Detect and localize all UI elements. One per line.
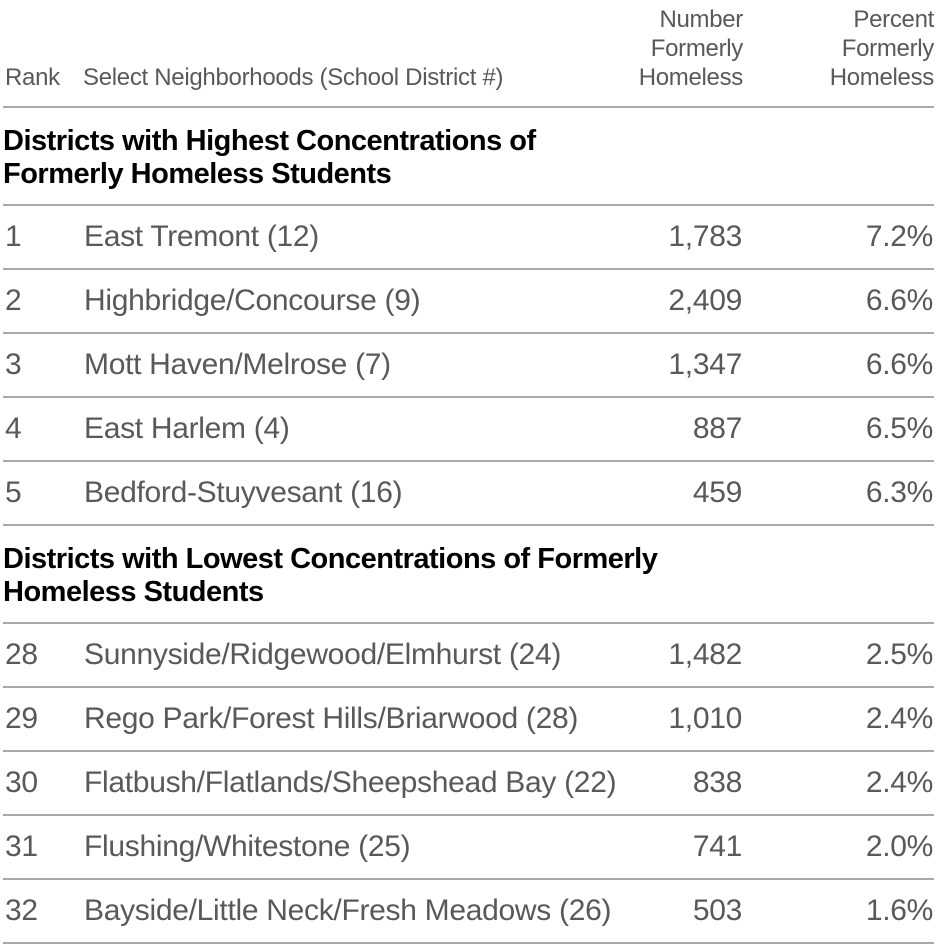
table-row bbox=[3, 333, 934, 397]
table-row bbox=[3, 623, 934, 687]
neighborhood-cell: Highbridge/Concourse (9) bbox=[83, 269, 623, 333]
number-cell: 1,010 bbox=[623, 687, 743, 751]
column-header-rank: Rank bbox=[3, 0, 83, 107]
section-heading-lowest: Districts with Lowest Concentrations of Formerly Homeless Students bbox=[3, 543, 658, 609]
percent-cell: 6.3% bbox=[743, 461, 934, 525]
percent-cell: 6.6% bbox=[743, 333, 934, 397]
table-row bbox=[3, 751, 934, 815]
column-header-neighborhood: Select Neighborhoods (School District #) bbox=[83, 0, 623, 107]
number-cell: 503 bbox=[623, 879, 743, 943]
table-row bbox=[3, 397, 934, 461]
rank-cell: 30 bbox=[3, 751, 83, 815]
section-heading-cell bbox=[3, 107, 934, 205]
number-cell: 838 bbox=[623, 751, 743, 815]
number-cell: 1,783 bbox=[623, 205, 743, 269]
number-cell: 887 bbox=[623, 397, 743, 461]
table-row bbox=[3, 269, 934, 333]
percent-cell: 6.5% bbox=[743, 397, 934, 461]
number-cell: 741 bbox=[623, 815, 743, 879]
percent-cell: 2.4% bbox=[743, 687, 934, 751]
number-cell: 1,482 bbox=[623, 623, 743, 687]
table-header-row bbox=[3, 0, 934, 107]
neighborhood-cell: Flushing/Whitestone (25) bbox=[83, 815, 623, 879]
table-row bbox=[3, 815, 934, 879]
number-cell: 1,347 bbox=[623, 333, 743, 397]
rank-cell: 2 bbox=[3, 269, 83, 333]
section-heading-cell bbox=[3, 525, 934, 623]
rank-cell: 1 bbox=[3, 205, 83, 269]
neighborhood-cell: Mott Haven/Melrose (7) bbox=[83, 333, 623, 397]
neighborhood-cell: Sunnyside/Ridgewood/Elmhurst (24) bbox=[83, 623, 623, 687]
neighborhood-cell: Rego Park/Forest Hills/Briarwood (28) bbox=[83, 687, 623, 751]
district-table bbox=[3, 0, 934, 944]
rank-cell: 31 bbox=[3, 815, 83, 879]
rank-cell: 3 bbox=[3, 333, 83, 397]
section-heading-row-highest bbox=[3, 107, 934, 205]
table-row bbox=[3, 205, 934, 269]
percent-cell: 2.4% bbox=[743, 751, 934, 815]
table-row bbox=[3, 461, 934, 525]
rank-cell: 28 bbox=[3, 623, 83, 687]
percent-cell: 1.6% bbox=[743, 879, 934, 943]
table-row bbox=[3, 687, 934, 751]
section-heading-highest: Districts with Highest Concentrations of Formerly Homeless Students bbox=[3, 125, 536, 191]
neighborhood-cell: Bayside/Little Neck/Fresh Meadows (26) bbox=[83, 879, 623, 943]
rank-cell: 4 bbox=[3, 397, 83, 461]
rank-cell: 5 bbox=[3, 461, 83, 525]
section-heading-row-lowest bbox=[3, 525, 934, 623]
percent-cell: 6.6% bbox=[743, 269, 934, 333]
number-cell: 2,409 bbox=[623, 269, 743, 333]
neighborhood-cell: East Tremont (12) bbox=[83, 205, 623, 269]
percent-cell: 7.2% bbox=[743, 205, 934, 269]
rank-cell: 29 bbox=[3, 687, 83, 751]
neighborhood-cell: East Harlem (4) bbox=[83, 397, 623, 461]
percent-cell: 2.0% bbox=[743, 815, 934, 879]
percent-cell: 2.5% bbox=[743, 623, 934, 687]
column-header-number-formerly-homeless: Number Formerly Homeless bbox=[623, 0, 743, 107]
rank-cell: 32 bbox=[3, 879, 83, 943]
neighborhood-cell: Bedford-Stuyvesant (16) bbox=[83, 461, 623, 525]
table-header bbox=[3, 0, 934, 107]
number-cell: 459 bbox=[623, 461, 743, 525]
column-header-percent-formerly-homeless: Percent Formerly Homeless bbox=[743, 0, 934, 107]
table-row bbox=[3, 879, 934, 943]
neighborhood-cell: Flatbush/Flatlands/Sheepshead Bay (22) bbox=[83, 751, 623, 815]
